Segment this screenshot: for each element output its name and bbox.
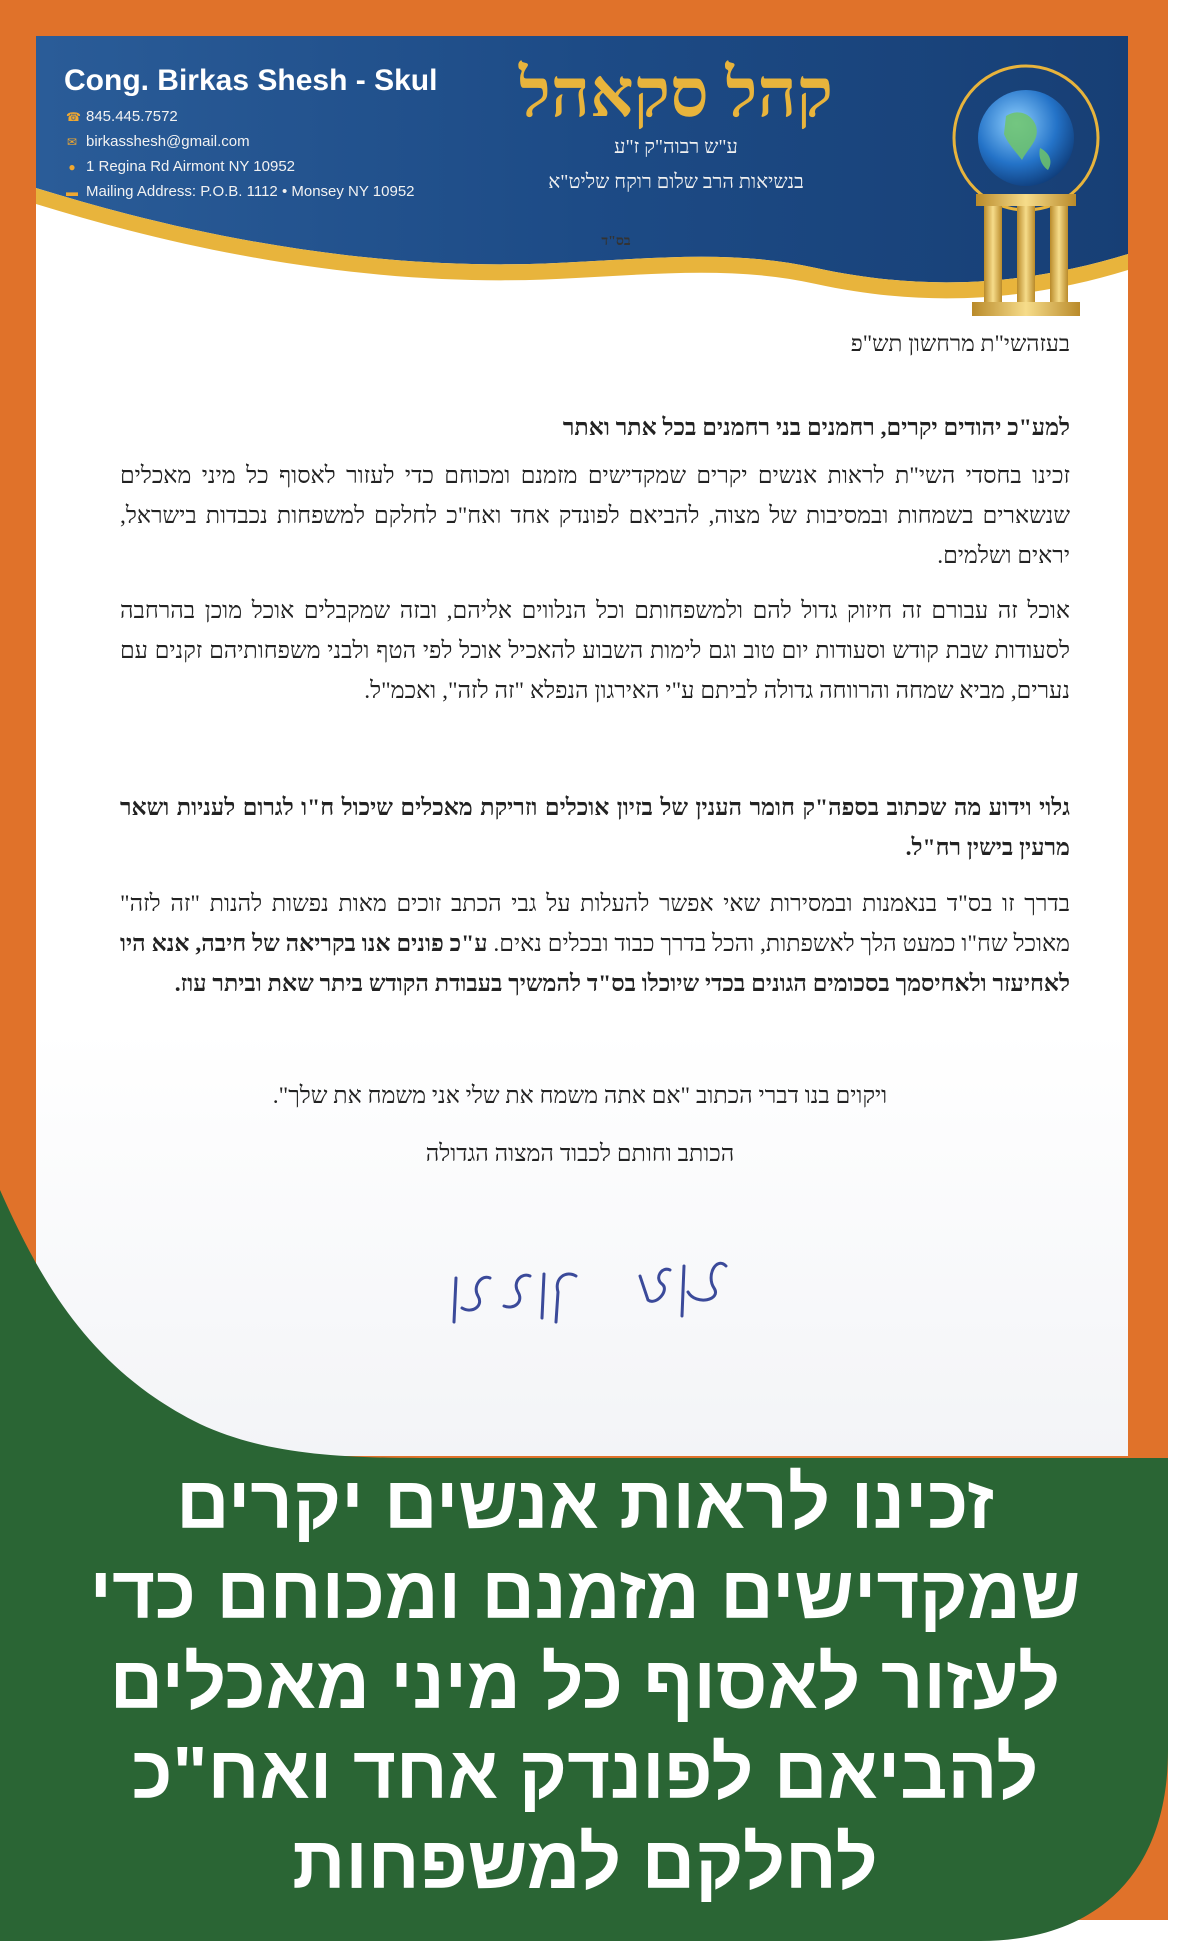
mailbox-icon: ▬ xyxy=(66,184,78,199)
phone-icon: ☎ xyxy=(66,109,81,124)
letterhead xyxy=(36,36,1128,336)
bsd-mark: בס"ד xyxy=(601,234,631,249)
leadership-line: בנשיאות הרב שלום רוקח שליט"א xyxy=(548,171,804,193)
email-icon: ✉ xyxy=(66,134,78,149)
street-address: 1 Regina Rd Airmont NY 10952 xyxy=(86,158,296,175)
paragraph-4-text: בדרך זו בס"ד בנאמנות ובמסירות שאי אפשר להעלות על גבי הכתב זוכים מאות נפשות להנות "זה לזה" מאוכל שח"ו כמעט הלך לאשפתות, והכל בדרך כבוד ובכלים נאים. xyxy=(120,891,1070,957)
globe-pillars-icon xyxy=(936,56,1116,326)
email-contact xyxy=(66,133,250,150)
paragraph-4-appeal: ע"כ פונים אנו בקריאה של חיבה, אנא היו לאחיעזר ולאחיסמך בסכומים הגונים בכדי שיוכלו בס"ד להמשיך בעבודת הקודש ביתר שאת וביתר עוז. xyxy=(120,931,1070,997)
letter-paragraph-2: אוכל זה עבורם זה חיזוק גדול להם ולמשפחותם וכל הנלווים אליהם, ובזה שמקבלים אוכל מוכן בהרחבה לסעודות שבת קודש וסעודות יום טוב וגם לימות השבוע להאכיל אוכל לפי הטף ולבני משפחותיהם זקנים עם נערים, מביא שמחה והרווחה גדולה לביתם ע"י האירגון הנפלא "זה לזה", ואכמ"ל. xyxy=(120,598,1070,704)
kehal-title: קהל סקאהל xyxy=(519,55,833,131)
address-contact xyxy=(66,158,295,175)
letter-paragraph-4 xyxy=(120,884,1070,1004)
closing-sign-off: הכותב וחותם לכבוד המצוה הגדולה xyxy=(425,1141,735,1167)
location-pin-icon: ● xyxy=(68,159,76,174)
letter-date: בעזהשי"ת מרחשון תש"פ xyxy=(850,331,1070,356)
letter-paragraph-1: זכינו בחסדי השי"ת לראות אנשים יקרים שמקדישים מזמנם ומכוחם כדי לעזור לאסוף כל מיני מאכלים שנשארים בשמחות ובמסיבות של מצוה, להביאם לפונדק אחד ואח"כ לחלקם למשפחות נכבדות בישראל, יראים ושלמים. xyxy=(120,463,1070,569)
closing-verse: ויקוים בנו דברי הכתוב "אם אתה משמח את שלי אני משמח את שלך". xyxy=(272,1083,888,1109)
letter-greeting: למע"כ יהודים יקרים, רחמנים בני רחמנים בכל אתר ואתר xyxy=(562,415,1070,441)
mailing-address: Mailing Address: P.O.B. 1112 • Monsey NY 10952 xyxy=(86,183,415,200)
phone-number: 845.445.7572 xyxy=(86,108,178,125)
mailing-contact xyxy=(66,183,415,200)
phone-contact xyxy=(66,108,178,125)
congregation-name: Cong. Birkas Shesh - Skul xyxy=(64,64,438,97)
letter-paragraph-3: גלוי וידוע מה שכתוב בספה"ק חומר הענין של בזיון אוכלים וזריקת מאכלים שיכול ח"ו לגרום לעניות ושאר מרעין בישין רח"ל. xyxy=(120,795,1070,861)
rebbe-memorial-line: ע"ש רבוה"ק ז"ע xyxy=(614,136,738,158)
banner-quote: זכינו לראות אנשים יקרים שמקדישים מזמנם ומכוחם כדי לעזור לאסוף כל מיני מאכלים להביאם לפונדק אחד ואח"כ לחלקם למשפחות xyxy=(89,1461,1081,1904)
organization-logo xyxy=(936,56,1116,326)
highlight-banner xyxy=(0,1190,1168,1941)
email-address: birkasshesh@gmail.com xyxy=(86,133,250,150)
